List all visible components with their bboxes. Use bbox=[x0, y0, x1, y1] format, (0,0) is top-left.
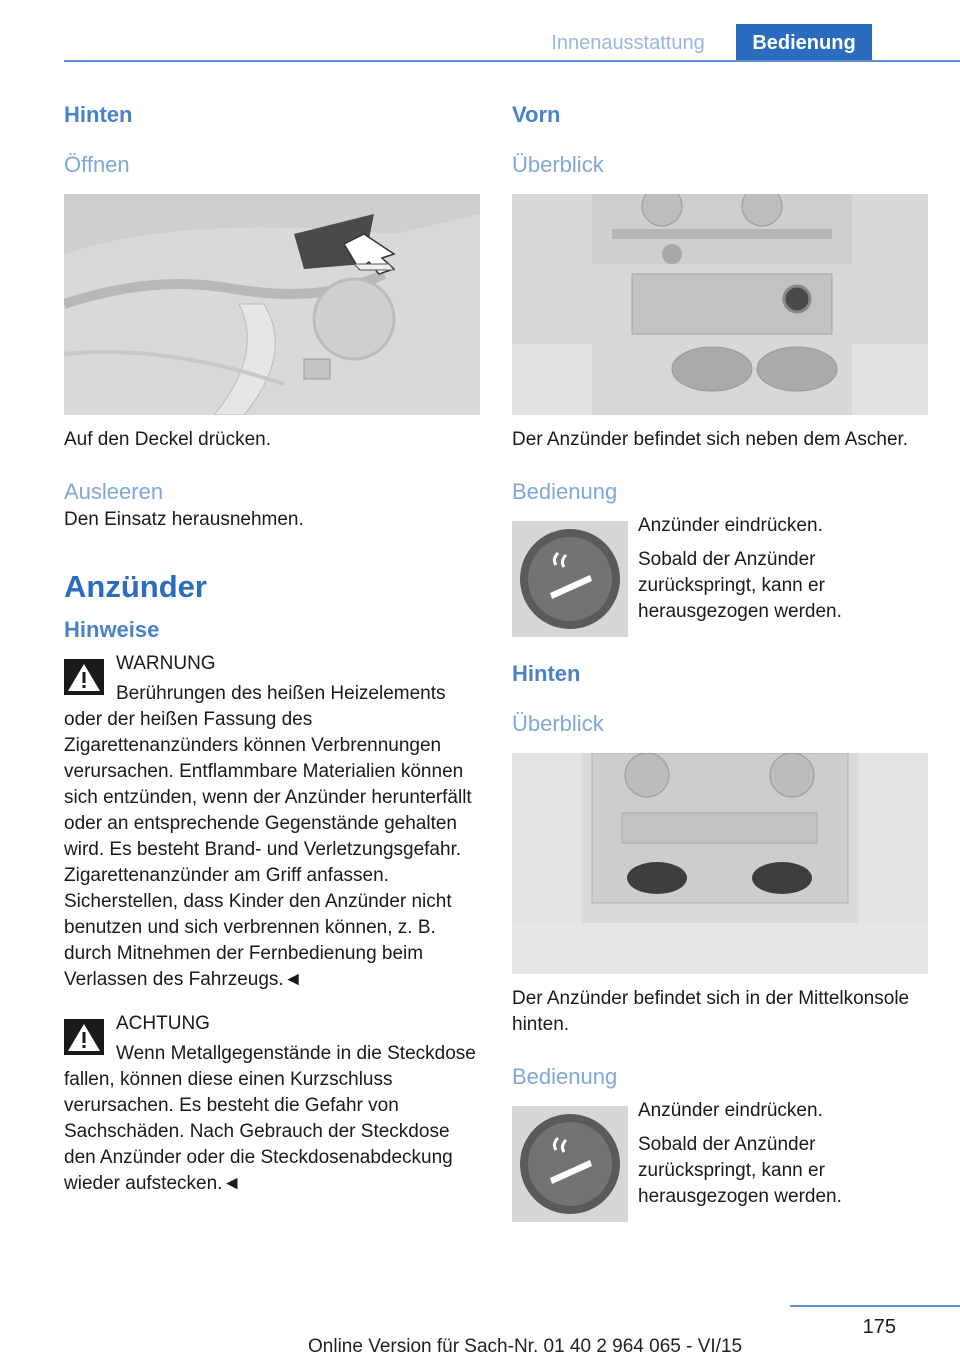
heading-hinten: Hinten bbox=[64, 102, 133, 127]
heading-hinweise: Hinweise bbox=[64, 617, 160, 642]
lighter-knob-image bbox=[512, 521, 628, 637]
caption-rear: Der Anzünder befindet sich in der Mittelkonsole hinten. bbox=[512, 988, 910, 1035]
bedienung-front-text bbox=[638, 513, 928, 625]
heading-ausleeren: Ausleeren bbox=[64, 479, 164, 504]
rear-console-photo bbox=[512, 753, 928, 974]
warning-block-2 bbox=[64, 1011, 480, 1037]
bedienung-front-step bbox=[512, 513, 928, 635]
heading-bedienung-front: Bedienung bbox=[512, 479, 618, 504]
heading-ueberblick-front: Überblick bbox=[512, 152, 604, 177]
heading-hinten-right: Hinten bbox=[512, 661, 581, 686]
caption-front: Der Anzünder befindet sich neben dem Ascher. bbox=[512, 429, 909, 450]
warning-label-2: ACHTUNG bbox=[116, 1013, 210, 1034]
header-chapter-tab: Bedienung bbox=[736, 24, 872, 62]
text-ausleeren: Den Einsatz herausnehmen. bbox=[64, 509, 304, 530]
warning-text-1: Berührungen des heißen Heizelements oder der heißen Fassung des Zigarettenanzünders können Verbrennungen verursachen. Entflammbare Materialien können sich entzünden, wenn der Anzünder herunterfällt oder an entsprechende Gegenstände gehalten wird. Es besteht Brand- und Verletzungsgefahr. Zigarettenanzünder am Griff anfassen. Sicherstellen, dass Kinder den Anzünder nicht benutzen und sich verbrennen können, z. B. durch Mitnehmen der Fernbedienung beim Verlassen des Fahrzeugs.◄ bbox=[64, 683, 472, 990]
step-press-front: Anzünder eindrücken. bbox=[638, 515, 823, 536]
bedienung-rear-text bbox=[638, 1098, 928, 1210]
warning-triangle-icon bbox=[64, 1019, 104, 1055]
left-column bbox=[64, 100, 480, 1197]
caption-open: Auf den Deckel drücken. bbox=[64, 429, 272, 450]
warning-label-1: WARNUNG bbox=[116, 653, 216, 674]
heading-vorn: Vorn bbox=[512, 102, 561, 127]
warning-block-1 bbox=[64, 651, 480, 677]
step-press-rear: Anzünder eindrücken. bbox=[638, 1100, 823, 1121]
header-section-tab: Innenausstattung bbox=[551, 32, 705, 54]
heading-ueberblick-rear: Überblick bbox=[512, 711, 604, 736]
warning-triangle-icon bbox=[64, 659, 104, 695]
heading-oeffnen: Öffnen bbox=[64, 152, 130, 177]
footer-online-version: Online Version für Sach-Nr. 01 40 2 964 065 - VI/15 bbox=[308, 1336, 743, 1357]
front-console-photo bbox=[512, 194, 928, 415]
header-rule bbox=[64, 60, 960, 62]
warning-text-2: Wenn Metallgegenstände in die Steckdose fallen, können diese einen Kurzschluss verursachen. Es besteht die Gefahr von Sachschäden. Nach Gebrauch der Steckdose den Anzünder oder die Steckdosenabdeckung wieder aufstecken.◄ bbox=[64, 1043, 476, 1194]
page-number: 175 bbox=[862, 1316, 896, 1338]
right-column bbox=[512, 100, 928, 1220]
step-release-front: Sobald der Anzünder zurückspringt, kann er herausgezogen werden. bbox=[638, 549, 842, 622]
door-ashtray-photo bbox=[64, 194, 480, 415]
heading-bedienung-rear: Bedienung bbox=[512, 1064, 618, 1089]
footer-rule bbox=[790, 1305, 960, 1307]
bedienung-rear-step bbox=[512, 1098, 928, 1220]
lighter-knob-image bbox=[512, 1106, 628, 1222]
step-release-rear: Sobald der Anzünder zurückspringt, kann er herausgezogen werden. bbox=[638, 1134, 842, 1207]
heading-anzuender: Anzünder bbox=[64, 569, 207, 604]
